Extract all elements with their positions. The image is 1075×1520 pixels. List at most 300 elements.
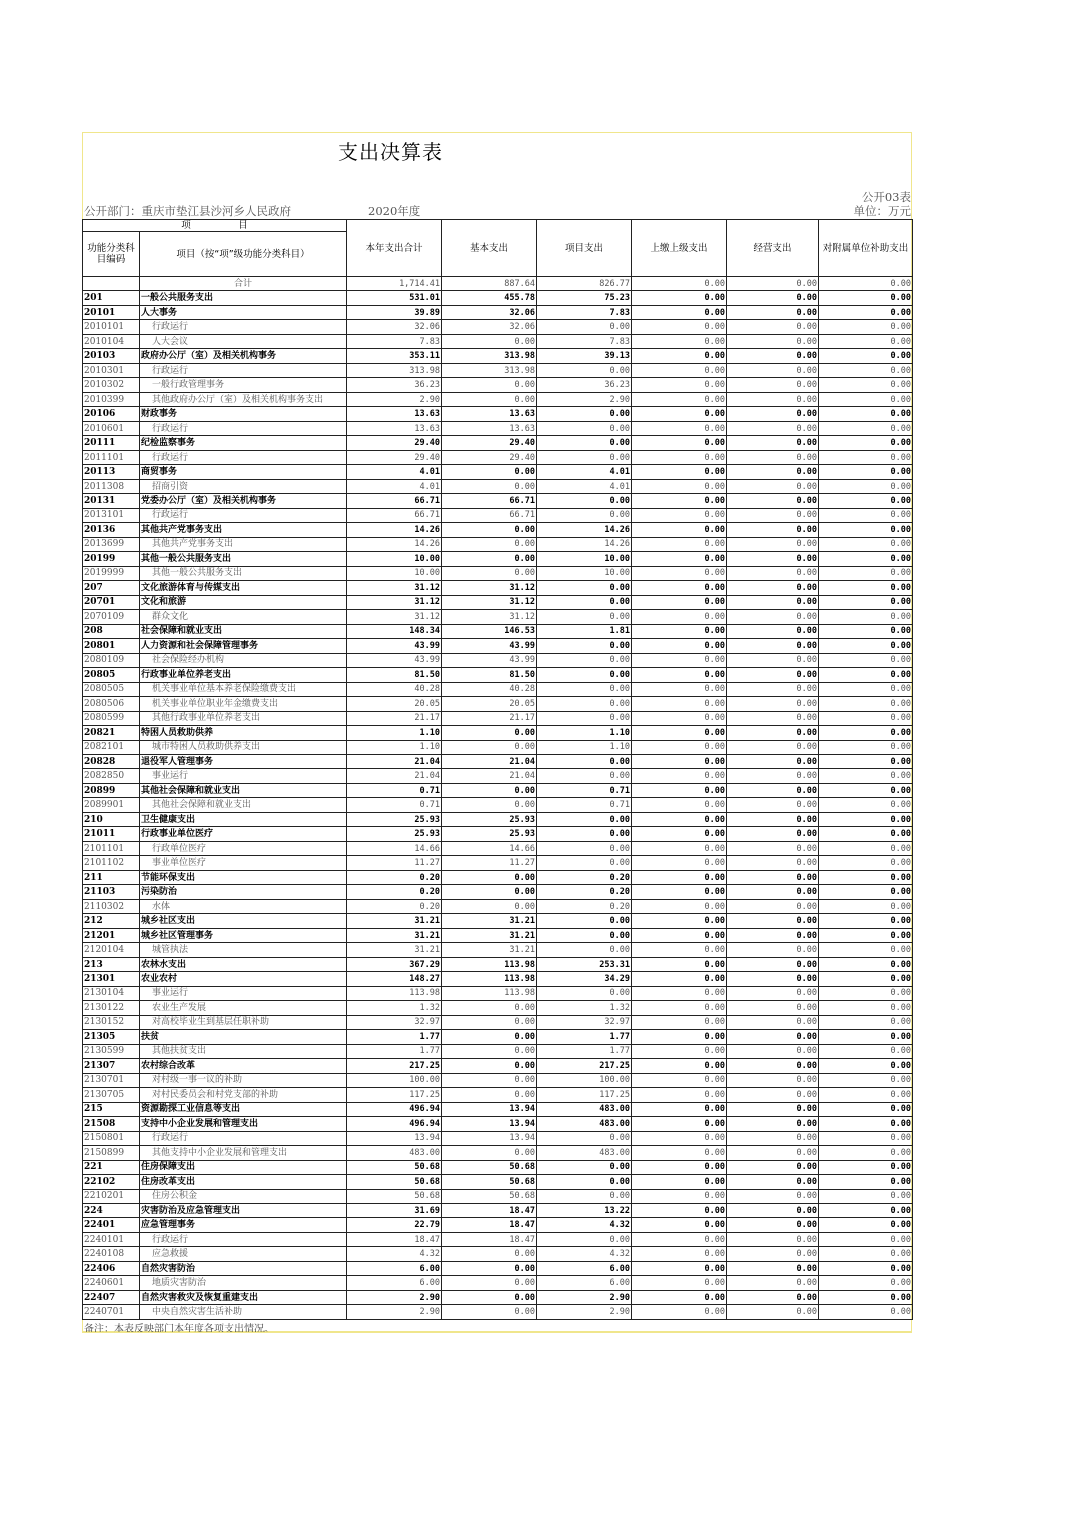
cell-total: 21.04 — [347, 754, 442, 768]
cell-total: 18.47 — [347, 1232, 442, 1246]
cell-upper: 0.00 — [632, 1218, 727, 1232]
table-row — [83, 899, 913, 913]
cell-basic: 0.00 — [442, 378, 537, 392]
cell-subsidy: 0.00 — [819, 986, 913, 1000]
row-code: 20821 — [83, 726, 140, 740]
cell-upper: 0.00 — [632, 334, 727, 348]
row-name: 退役军人管理事务 — [140, 754, 347, 768]
cell-project: 0.00 — [537, 595, 632, 609]
table-row — [83, 1117, 913, 1131]
cell-subsidy: 0.00 — [819, 899, 913, 913]
table-row — [83, 856, 913, 870]
row-code: 212 — [83, 914, 140, 928]
col-header-name: 项目（按“项”级功能分类科目） — [140, 232, 347, 277]
cell-business: 0.00 — [727, 1160, 819, 1174]
cell-basic: 0.00 — [442, 1305, 537, 1319]
cell-subsidy: 0.00 — [819, 494, 913, 508]
cell-business: 0.00 — [727, 566, 819, 580]
cell-subsidy: 0.00 — [819, 566, 913, 580]
cell-total: 4.01 — [347, 479, 442, 493]
cell-total: 32.06 — [347, 320, 442, 334]
row-name: 一般行政管理事务 — [140, 378, 347, 392]
cell-project: 0.00 — [537, 769, 632, 783]
row-name: 灾害防治及应急管理支出 — [140, 1204, 347, 1218]
cell-business: 0.00 — [727, 1204, 819, 1218]
cell-upper: 0.00 — [632, 1146, 727, 1160]
cell-total: 25.93 — [347, 827, 442, 841]
cell-business: 0.00 — [727, 856, 819, 870]
cell-subsidy: 0.00 — [819, 841, 913, 855]
row-name: 城市特困人员救助供养支出 — [140, 740, 347, 754]
cell-upper: 0.00 — [632, 537, 727, 551]
row-name: 社会保险经办机构 — [140, 653, 347, 667]
item-group-header: 项 目 — [83, 220, 347, 232]
cell-total: 6.00 — [347, 1276, 442, 1290]
cell-business: 0.00 — [727, 363, 819, 377]
row-code: 2240601 — [83, 1276, 140, 1290]
cell-basic: 313.98 — [442, 349, 537, 363]
cell-subsidy: 0.00 — [819, 943, 913, 957]
cell-basic: 0.00 — [442, 1001, 537, 1015]
cell-business: 0.00 — [727, 711, 819, 725]
row-name: 事业单位医疗 — [140, 856, 347, 870]
table-row — [83, 697, 913, 711]
cell-total: 29.40 — [347, 450, 442, 464]
cell-project: 2.90 — [537, 1305, 632, 1319]
col-header-business: 经营支出 — [727, 220, 819, 277]
cell-basic: 146.53 — [442, 624, 537, 638]
cell-business: 0.00 — [727, 1232, 819, 1246]
cell-total: 43.99 — [347, 653, 442, 667]
row-code: 20113 — [83, 465, 140, 479]
table-row — [83, 711, 913, 725]
cell-subsidy: 0.00 — [819, 421, 913, 435]
cell-total: 13.63 — [347, 407, 442, 421]
row-name: 住房公积金 — [140, 1189, 347, 1203]
table-row — [83, 1102, 913, 1116]
cell-upper: 0.00 — [632, 682, 727, 696]
cell-upper: 0.00 — [632, 1030, 727, 1044]
cell-basic: 13.94 — [442, 1117, 537, 1131]
cell-basic: 0.00 — [442, 899, 537, 913]
cell-business: 0.00 — [727, 986, 819, 1000]
cell-upper: 0.00 — [632, 349, 727, 363]
table-row — [83, 624, 913, 638]
cell-total: 81.50 — [347, 668, 442, 682]
cell-subsidy: 0.00 — [819, 856, 913, 870]
row-code: 211 — [83, 870, 140, 884]
cell-project: 0.00 — [537, 1175, 632, 1189]
row-code: 2210201 — [83, 1189, 140, 1203]
cell-total: 2.90 — [347, 1305, 442, 1319]
cell-total: 14.26 — [347, 537, 442, 551]
row-code: 208 — [83, 624, 140, 638]
cell-basic: 0.00 — [442, 1247, 537, 1261]
table-row — [83, 479, 913, 493]
cell-business: 0.00 — [727, 1146, 819, 1160]
table-row — [83, 566, 913, 580]
cell-business: 0.00 — [727, 494, 819, 508]
table-row — [83, 668, 913, 682]
cell-business: 0.00 — [727, 899, 819, 913]
cell-business: 0.00 — [727, 798, 819, 812]
cell-project: 0.71 — [537, 798, 632, 812]
table-row — [83, 639, 913, 653]
cell-total: 25.93 — [347, 812, 442, 826]
cell-upper: 0.00 — [632, 653, 727, 667]
cell-basic: 13.63 — [442, 407, 537, 421]
row-code: 21301 — [83, 972, 140, 986]
cell-project: 0.00 — [537, 363, 632, 377]
cell-project: 826.77 — [537, 277, 632, 291]
row-name: 扶贫 — [140, 1030, 347, 1044]
row-code: 21201 — [83, 928, 140, 942]
cell-upper: 0.00 — [632, 899, 727, 913]
cell-total: 1.77 — [347, 1044, 442, 1058]
cell-total: 4.32 — [347, 1247, 442, 1261]
cell-project: 0.00 — [537, 986, 632, 1000]
cell-basic: 50.68 — [442, 1189, 537, 1203]
row-name: 农林水支出 — [140, 957, 347, 971]
row-name: 其他行政事业单位养老支出 — [140, 711, 347, 725]
cell-total: 31.21 — [347, 943, 442, 957]
cell-subsidy: 0.00 — [819, 392, 913, 406]
cell-business: 0.00 — [727, 1030, 819, 1044]
cell-business: 0.00 — [727, 914, 819, 928]
cell-upper: 0.00 — [632, 740, 727, 754]
row-code: 21307 — [83, 1059, 140, 1073]
cell-total: 40.28 — [347, 682, 442, 696]
cell-business: 0.00 — [727, 870, 819, 884]
cell-project: 0.20 — [537, 870, 632, 884]
cell-project: 0.00 — [537, 1160, 632, 1174]
cell-subsidy: 0.00 — [819, 726, 913, 740]
table-row — [83, 682, 913, 696]
row-name: 一般公共服务支出 — [140, 291, 347, 305]
cell-basic: 29.40 — [442, 436, 537, 450]
table-row — [83, 508, 913, 522]
cell-project: 0.00 — [537, 668, 632, 682]
cell-total: 117.25 — [347, 1088, 442, 1102]
table-row — [83, 1131, 913, 1145]
table-row — [83, 870, 913, 884]
cell-subsidy: 0.00 — [819, 479, 913, 493]
cell-business: 0.00 — [727, 1290, 819, 1304]
cell-project: 0.20 — [537, 885, 632, 899]
cell-total: 1,714.41 — [347, 277, 442, 291]
row-name: 其他一般公共服务支出 — [140, 552, 347, 566]
cell-upper: 0.00 — [632, 827, 727, 841]
row-name: 行政事业单位养老支出 — [140, 668, 347, 682]
cell-upper: 0.00 — [632, 421, 727, 435]
table-row — [83, 885, 913, 899]
cell-upper: 0.00 — [632, 1261, 727, 1275]
cell-project: 0.00 — [537, 841, 632, 855]
cell-upper: 0.00 — [632, 392, 727, 406]
cell-project: 7.83 — [537, 305, 632, 319]
cell-project: 0.00 — [537, 697, 632, 711]
row-name: 行政运行 — [140, 421, 347, 435]
cell-subsidy: 0.00 — [819, 827, 913, 841]
row-code: 2110302 — [83, 899, 140, 913]
cell-project: 1.81 — [537, 624, 632, 638]
table-row — [83, 378, 913, 392]
row-name: 水体 — [140, 899, 347, 913]
cell-total: 531.01 — [347, 291, 442, 305]
cell-basic: 0.00 — [442, 1146, 537, 1160]
row-name: 其他支持中小企业发展和管理支出 — [140, 1146, 347, 1160]
row-name: 农业生产发展 — [140, 1001, 347, 1015]
cell-business: 0.00 — [727, 1015, 819, 1029]
row-name: 地质灾害防治 — [140, 1276, 347, 1290]
cell-subsidy: 0.00 — [819, 653, 913, 667]
cell-business: 0.00 — [727, 1276, 819, 1290]
row-name: 支持中小企业发展和管理支出 — [140, 1117, 347, 1131]
table-row — [83, 928, 913, 942]
cell-subsidy: 0.00 — [819, 682, 913, 696]
cell-subsidy: 0.00 — [819, 1189, 913, 1203]
cell-project: 0.00 — [537, 1189, 632, 1203]
row-name: 应急救援 — [140, 1247, 347, 1261]
cell-subsidy: 0.00 — [819, 1160, 913, 1174]
cell-project: 7.83 — [537, 334, 632, 348]
row-code: 2080109 — [83, 653, 140, 667]
cell-subsidy: 0.00 — [819, 537, 913, 551]
cell-project: 0.00 — [537, 754, 632, 768]
cell-basic: 0.00 — [442, 537, 537, 551]
cell-basic: 0.00 — [442, 1073, 537, 1087]
cell-upper: 0.00 — [632, 1290, 727, 1304]
cell-basic: 0.00 — [442, 783, 537, 797]
cell-basic: 0.00 — [442, 1059, 537, 1073]
cell-subsidy: 0.00 — [819, 436, 913, 450]
cell-subsidy: 0.00 — [819, 1059, 913, 1073]
cell-business: 0.00 — [727, 697, 819, 711]
cell-upper: 0.00 — [632, 1247, 727, 1261]
cell-basic: 31.12 — [442, 581, 537, 595]
table-row — [83, 407, 913, 421]
table-row — [83, 1305, 913, 1319]
cell-business: 0.00 — [727, 639, 819, 653]
cell-upper: 0.00 — [632, 943, 727, 957]
cell-project: 217.25 — [537, 1059, 632, 1073]
cell-total: 29.40 — [347, 436, 442, 450]
table-row — [83, 812, 913, 826]
row-code: 2010101 — [83, 320, 140, 334]
row-code: 20805 — [83, 668, 140, 682]
cell-subsidy: 0.00 — [819, 885, 913, 899]
row-name: 污染防治 — [140, 885, 347, 899]
table-row — [83, 740, 913, 754]
cell-business: 0.00 — [727, 653, 819, 667]
cell-basic: 0.00 — [442, 566, 537, 580]
cell-basic: 0.00 — [442, 1015, 537, 1029]
cell-business: 0.00 — [727, 392, 819, 406]
cell-subsidy: 0.00 — [819, 1175, 913, 1189]
cell-project: 0.00 — [537, 494, 632, 508]
row-code: 2019999 — [83, 566, 140, 580]
cell-total: 313.98 — [347, 363, 442, 377]
row-name: 自然灾害救灾及恢复重建支出 — [140, 1290, 347, 1304]
cell-subsidy: 0.00 — [819, 450, 913, 464]
cell-business: 0.00 — [727, 320, 819, 334]
cell-business: 0.00 — [727, 668, 819, 682]
table-row — [83, 1261, 913, 1275]
cell-business: 0.00 — [727, 537, 819, 551]
cell-subsidy: 0.00 — [819, 581, 913, 595]
cell-project: 0.00 — [537, 1232, 632, 1246]
cell-total: 11.27 — [347, 856, 442, 870]
cell-upper: 0.00 — [632, 972, 727, 986]
table-row — [83, 1146, 913, 1160]
cell-project: 10.00 — [537, 566, 632, 580]
row-name: 事业运行 — [140, 986, 347, 1000]
cell-basic: 43.99 — [442, 639, 537, 653]
cell-project: 2.90 — [537, 1290, 632, 1304]
cell-business: 0.00 — [727, 465, 819, 479]
cell-total: 39.89 — [347, 305, 442, 319]
row-code: 20899 — [83, 783, 140, 797]
cell-basic: 32.06 — [442, 305, 537, 319]
cell-business: 0.00 — [727, 928, 819, 942]
cell-project: 0.00 — [537, 407, 632, 421]
cell-project: 0.00 — [537, 610, 632, 624]
cell-total: 50.68 — [347, 1175, 442, 1189]
row-name: 特困人员救助供养 — [140, 726, 347, 740]
cell-project: 32.97 — [537, 1015, 632, 1029]
row-name: 行政事业单位医疗 — [140, 827, 347, 841]
cell-basic: 455.78 — [442, 291, 537, 305]
cell-basic: 18.47 — [442, 1204, 537, 1218]
cell-total: 50.68 — [347, 1189, 442, 1203]
cell-basic: 50.68 — [442, 1175, 537, 1189]
cell-subsidy: 0.00 — [819, 928, 913, 942]
cell-business: 0.00 — [727, 1305, 819, 1319]
cell-upper: 0.00 — [632, 783, 727, 797]
cell-basic: 66.71 — [442, 508, 537, 522]
cell-business: 0.00 — [727, 334, 819, 348]
cell-subsidy: 0.00 — [819, 595, 913, 609]
cell-project: 14.26 — [537, 537, 632, 551]
cell-project: 4.32 — [537, 1218, 632, 1232]
cell-total: 496.94 — [347, 1102, 442, 1116]
row-name: 机关事业单位职业年金缴费支出 — [140, 697, 347, 711]
row-code — [83, 277, 140, 291]
cell-subsidy: 0.00 — [819, 812, 913, 826]
row-code: 2010601 — [83, 421, 140, 435]
row-code: 20136 — [83, 523, 140, 537]
department-label: 公开部门：重庆市垫江县沙河乡人民政府 — [84, 204, 291, 218]
cell-basic: 81.50 — [442, 668, 537, 682]
row-name: 事业运行 — [140, 769, 347, 783]
table-row — [83, 1059, 913, 1073]
row-code: 20828 — [83, 754, 140, 768]
cell-subsidy: 0.00 — [819, 1015, 913, 1029]
cell-subsidy: 0.00 — [819, 610, 913, 624]
cell-basic: 0.00 — [442, 885, 537, 899]
cell-upper: 0.00 — [632, 928, 727, 942]
row-code: 2240701 — [83, 1305, 140, 1319]
cell-upper: 0.00 — [632, 986, 727, 1000]
cell-basic: 113.98 — [442, 972, 537, 986]
cell-basic: 887.64 — [442, 277, 537, 291]
cell-upper: 0.00 — [632, 378, 727, 392]
cell-total: 22.79 — [347, 1218, 442, 1232]
cell-upper: 0.00 — [632, 841, 727, 855]
cell-total: 21.17 — [347, 711, 442, 725]
cell-business: 0.00 — [727, 827, 819, 841]
table-row — [83, 349, 913, 363]
row-name: 招商引资 — [140, 479, 347, 493]
form-number: 公开03表 — [861, 190, 911, 204]
cell-business: 0.00 — [727, 1088, 819, 1102]
row-code: 2080506 — [83, 697, 140, 711]
row-name: 对高校毕业生到基层任职补助 — [140, 1015, 347, 1029]
cell-total: 0.20 — [347, 870, 442, 884]
cell-total: 31.12 — [347, 581, 442, 595]
row-name: 文化旅游体育与传媒支出 — [140, 581, 347, 595]
cell-total: 10.00 — [347, 566, 442, 580]
cell-subsidy: 0.00 — [819, 783, 913, 797]
page-title: 支出决算表 — [338, 140, 443, 164]
cell-total: 21.04 — [347, 769, 442, 783]
cell-business: 0.00 — [727, 277, 819, 291]
row-name: 住房保障支出 — [140, 1160, 347, 1174]
row-code: 22407 — [83, 1290, 140, 1304]
table-row — [83, 957, 913, 971]
row-name: 党委办公厅（室）及相关机构事务 — [140, 494, 347, 508]
cell-basic: 13.94 — [442, 1102, 537, 1116]
cell-total: 0.71 — [347, 798, 442, 812]
cell-total: 1.32 — [347, 1001, 442, 1015]
cell-basic: 18.47 — [442, 1218, 537, 1232]
cell-total: 4.01 — [347, 465, 442, 479]
cell-upper: 0.00 — [632, 291, 727, 305]
table-row — [83, 1232, 913, 1246]
cell-project: 0.00 — [537, 812, 632, 826]
cell-subsidy: 0.00 — [819, 972, 913, 986]
cell-total: 217.25 — [347, 1059, 442, 1073]
cell-project: 13.22 — [537, 1204, 632, 1218]
cell-business: 0.00 — [727, 754, 819, 768]
row-code: 21305 — [83, 1030, 140, 1044]
table-row — [83, 986, 913, 1000]
cell-business: 0.00 — [727, 1189, 819, 1203]
cell-upper: 0.00 — [632, 581, 727, 595]
col-header-basic: 基本支出 — [442, 220, 537, 277]
table-row — [83, 581, 913, 595]
row-name: 其他社会保障和就业支出 — [140, 783, 347, 797]
table-row — [83, 436, 913, 450]
table-row — [83, 653, 913, 667]
row-name: 文化和旅游 — [140, 595, 347, 609]
cell-basic: 0.00 — [442, 1044, 537, 1058]
cell-basic: 14.66 — [442, 841, 537, 855]
cell-project: 483.00 — [537, 1102, 632, 1116]
row-code: 2013101 — [83, 508, 140, 522]
cell-basic: 31.12 — [442, 610, 537, 624]
cell-subsidy: 0.00 — [819, 1276, 913, 1290]
cell-basic: 0.00 — [442, 1261, 537, 1275]
row-code: 2240101 — [83, 1232, 140, 1246]
cell-business: 0.00 — [727, 581, 819, 595]
cell-business: 0.00 — [727, 1247, 819, 1261]
cell-upper: 0.00 — [632, 523, 727, 537]
table-row — [83, 450, 913, 464]
table-row — [83, 1030, 913, 1044]
col-header-project: 项目支出 — [537, 220, 632, 277]
row-name: 农业农村 — [140, 972, 347, 986]
